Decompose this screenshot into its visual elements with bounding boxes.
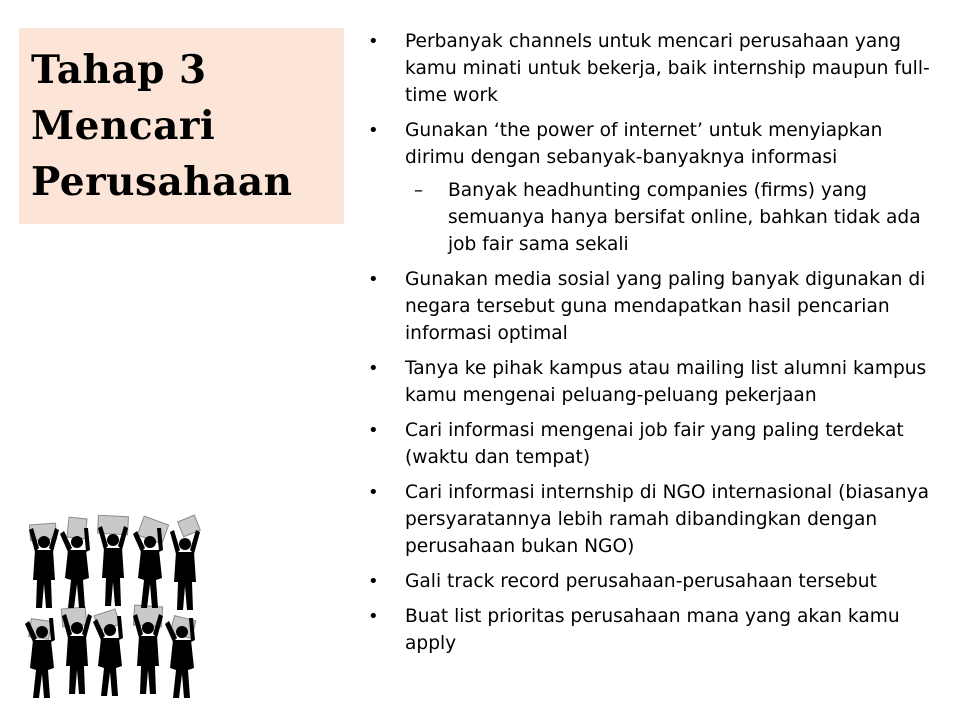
- bullet-item: [362, 479, 942, 560]
- bullet-text: Gunakan media sosial yang paling banyak digunakan di negara tersebut guna mendapatkan hasil pencarian informasi optimal: [405, 269, 926, 344]
- protest-crowd-icon: [22, 508, 222, 698]
- title-box: [19, 28, 344, 224]
- bullet-text: Perbanyak channels untuk mencari perusahaan yang kamu minati untuk bekerja, baik internship maupun full-time work: [405, 31, 930, 106]
- bullet-marker: •: [368, 269, 379, 290]
- bullet-marker: •: [368, 482, 379, 503]
- bullet-text: Tanya ke pihak kampus atau mailing list alumni kampus kamu mengenai peluang-peluang pekerjaan: [405, 358, 927, 406]
- bullet-marker: •: [368, 358, 379, 379]
- bullet-text: Buat list prioritas perusahaan mana yang akan kamu apply: [405, 606, 900, 654]
- slide-title-line-2: Mencari: [31, 103, 216, 149]
- slide-title-line-3: Perusahaan: [31, 159, 293, 205]
- bullet-text: Gunakan ‘the power of internet’ untuk menyiapkan dirimu dengan sebanyak-banyaknya informasi: [405, 120, 883, 168]
- bullet-item: [362, 355, 942, 409]
- bullet-item: [362, 28, 942, 109]
- bullet-marker: •: [368, 31, 379, 52]
- bullet-item: [362, 417, 942, 471]
- bullet-marker: •: [368, 571, 379, 592]
- bullet-item: [362, 568, 942, 595]
- bullet-marker: •: [368, 606, 379, 627]
- bullet-item: [362, 603, 942, 657]
- bullet-text: Gali track record perusahaan-perusahaan tersebut: [405, 571, 877, 592]
- slide-title-line-1: Tahap 3: [31, 47, 207, 93]
- bullet-list: [362, 28, 942, 665]
- bullet-text: Cari informasi internship di NGO internasional (biasanya persyaratannya lebih ramah dibandingkan dengan perusahaan bukan NGO): [405, 482, 929, 557]
- sub-bullet-item: [362, 177, 942, 258]
- sub-bullet-text: Banyak headhunting companies (firms) yang semuanya hanya bersifat online, bahkan tidak ada job fair sama sekali: [448, 180, 921, 255]
- bullet-marker: •: [368, 120, 379, 141]
- bullet-text: Cari informasi mengenai job fair yang paling terdekat (waktu dan tempat): [405, 420, 904, 468]
- sub-bullet-marker: –: [414, 180, 423, 201]
- bullet-item: [362, 266, 942, 347]
- bullet-marker: •: [368, 420, 379, 441]
- bullet-item: [362, 117, 942, 171]
